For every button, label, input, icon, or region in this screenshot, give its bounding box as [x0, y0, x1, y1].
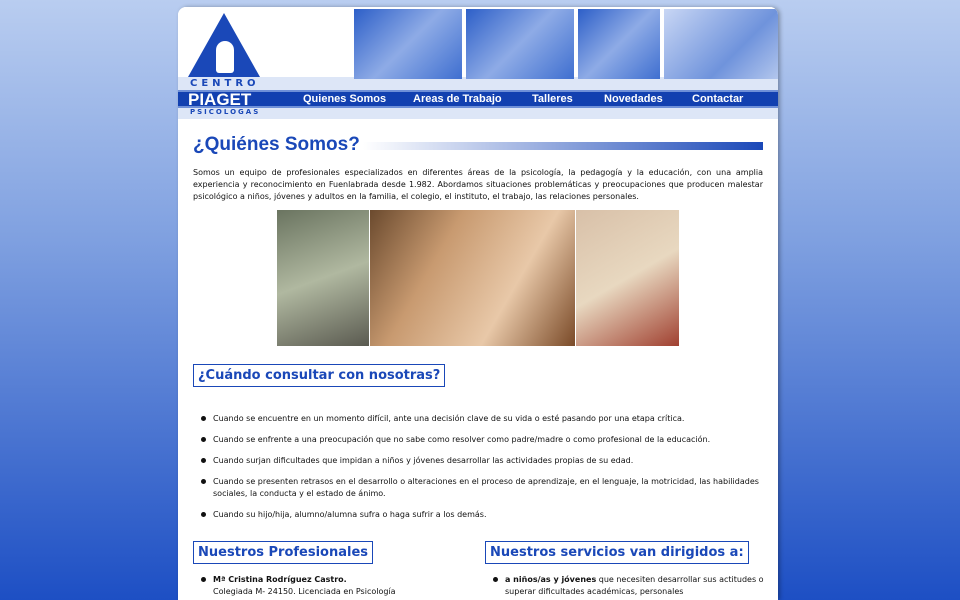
nav-talleres[interactable]: Talleres: [532, 93, 573, 105]
list-item: Cuando su hijo/hija, alumno/alumna sufra o haga sufrir a los demás.: [201, 509, 761, 521]
nav-novedades[interactable]: Novedades: [604, 93, 663, 105]
list-item: Cuando se presenten retrasos en el desarrollo o alteraciones en el proceso de aprendizaje, en el lenguaje, la motricidad, las habilidades sociales, la conducta y el estado de ánimo.: [201, 476, 761, 500]
header-photos: [354, 9, 778, 79]
list-item: [493, 574, 770, 598]
profesionales-heading: Nuestros Profesionales: [193, 541, 373, 564]
when-list: [201, 413, 761, 530]
logo-head-icon: [216, 41, 234, 73]
list-item: Cuando surjan dificultades que impidan a niños y jóvenes desarrollar las actividades propias de su edad.: [201, 455, 761, 467]
service-desc: que necesiten desarrollar sus actitudes o superar dificultades académicas, personales: [505, 575, 764, 596]
nav-areas-de-trabajo[interactable]: Areas de Trabajo: [413, 93, 502, 105]
list-item: Cuando se enfrente a una preocupación que no sabe como resolver como padre/madre o como profesional de la educación.: [201, 434, 761, 446]
service-target: a niños/as y jóvenes: [505, 575, 597, 584]
servicios-heading: Nuestros servicios van dirigidos a:: [485, 541, 749, 564]
photo-strip: [277, 210, 679, 346]
header-photo: [664, 9, 778, 79]
intro-text: Somos un equipo de profesionales especializados en diferentes áreas de la psicología, la pedagogía y la educación, con una amplia experiencia y reconocimiento en Fuenlabrada desde 1.982. Abordamos situaciones problemáticas y preocupaciones que producen malestar psicológico a niños, jóvenes y adultos en la familia, el colegio, el instituto, el trabajo, las relaciones personales.: [193, 168, 763, 201]
list-item: Cuando se encuentre en un momento difícil, ante una decisión clave de su vida o esté pasando por una etapa crítica.: [201, 413, 761, 425]
logo-centro: CENTRO: [190, 78, 260, 89]
page-title: ¿Quiénes Somos?: [193, 134, 763, 160]
logo-piaget[interactable]: PIAGET: [188, 90, 252, 109]
header-photo: [466, 9, 574, 79]
when-heading: ¿Cuándo consultar con nosotras?: [193, 364, 445, 387]
photo-child-stairs: [277, 210, 369, 346]
list-item: [201, 574, 478, 598]
professional-detail: Colegiada M- 24150. Licenciada en Psicología: [213, 587, 396, 596]
logo-psicologas: PSICOLOGAS: [190, 108, 261, 116]
servicios-section: [485, 541, 770, 598]
photo-woman-girl: [370, 210, 575, 346]
page: [178, 7, 778, 600]
header-photo: [578, 9, 660, 79]
nav-quienes-somos[interactable]: Quienes Somos: [303, 93, 387, 105]
photo-boy: [576, 210, 679, 346]
header: [178, 7, 778, 119]
nav-contactar[interactable]: Contactar: [692, 93, 744, 105]
main-nav: [178, 90, 778, 108]
header-photo: [354, 9, 462, 79]
profesionales-section: [193, 541, 478, 598]
professional-name: Mª Cristina Rodríguez Castro.: [213, 575, 347, 584]
